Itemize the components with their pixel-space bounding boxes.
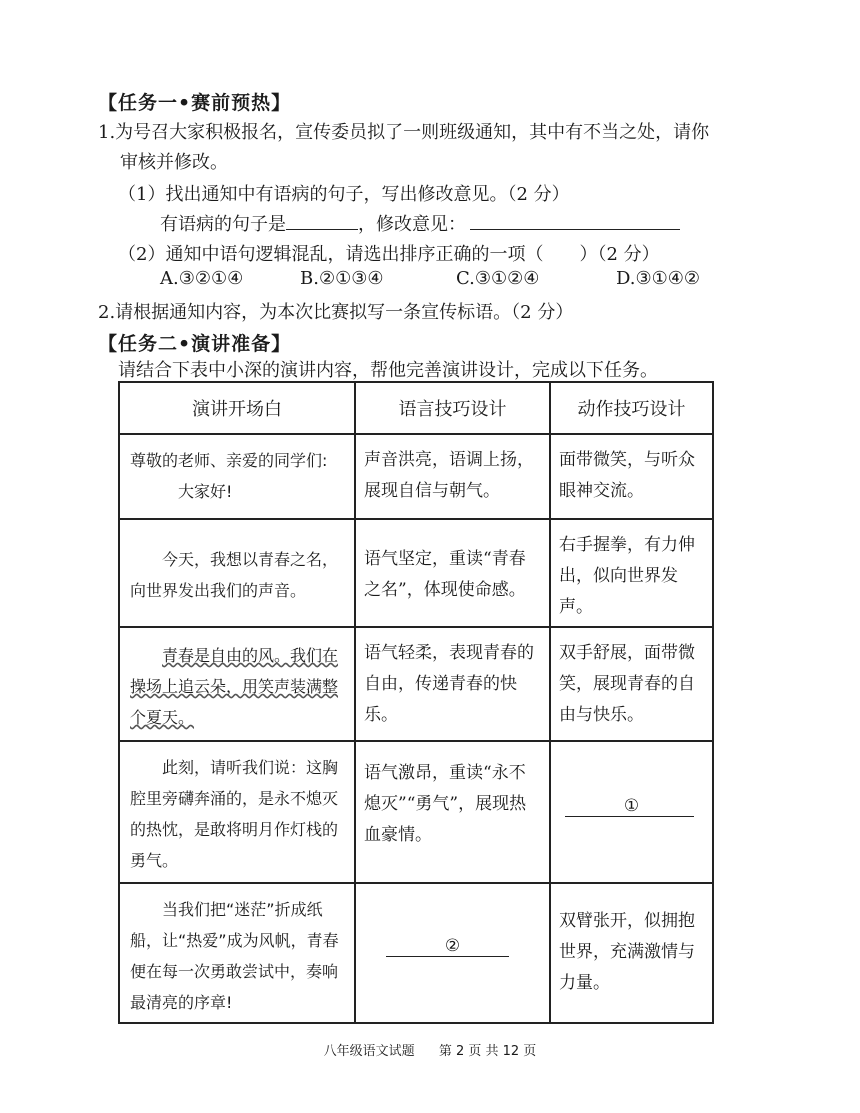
- language-answer-blank[interactable]: [356, 884, 549, 1020]
- option-b[interactable]: B.②①③④: [300, 268, 384, 289]
- blank-line: [565, 816, 694, 817]
- footer-page-number: 第 2 页 共 12 页: [438, 1044, 537, 1059]
- sub-question-1: （1）找出通知中有语病的句子，写出修改意见。（2 分）: [118, 184, 570, 205]
- question-2: 2.请根据通知内容，为本次比赛拟写一条宣传标语。（2 分）: [98, 302, 574, 323]
- action-cell: 双手舒展，面带微笑，展现青春的自由与快乐。: [559, 643, 695, 725]
- option-c[interactable]: C.③①②④: [456, 268, 540, 289]
- blank-label-2: ②: [444, 936, 461, 956]
- answer-prefix: 有语病的句子是: [160, 214, 286, 235]
- speech-line: 大家好!: [178, 482, 233, 501]
- blank-line: [386, 956, 509, 957]
- sub-question-1-answer: [160, 210, 680, 236]
- question-1-line1: 1.为号召大家积极报名，宣传委员拟了一则班级通知，其中有不当之处，请你: [98, 122, 710, 143]
- table-row: [119, 627, 713, 741]
- footer-subject: 八年级语文试题: [323, 1044, 415, 1059]
- speech-cell: 当我们把“迷茫”折成纸船，让“热爱”成为风帆，青春便在每一次勇敢尝试中，奏响最清亮的序章!: [130, 900, 339, 1012]
- action-cell: 双臂张开，似拥抱世界，充满激情与力量。: [559, 911, 695, 993]
- option-d[interactable]: D.③①④②: [616, 268, 701, 289]
- speech-cell: [120, 435, 354, 507]
- option-a[interactable]: A.③②①④: [160, 268, 244, 289]
- answer-blank-sentence[interactable]: [286, 213, 358, 230]
- task2-intro: 请结合下表中小深的演讲内容，帮他完善演讲设计，完成以下任务。: [118, 360, 658, 381]
- table-row: [119, 519, 713, 627]
- language-cell: 声音洪亮，语调上扬，展现自信与朝气。: [364, 450, 534, 501]
- table-row: [119, 741, 713, 883]
- speech-cell: 今天，我想以青春之名，向世界发出我们的声音。: [130, 550, 339, 600]
- speech-cell: [120, 628, 354, 733]
- speech-cell: 此刻，请听我们说：这胸腔里旁礴奔涌的，是永不熄灭的热忱，是敢将明月作灯栈的勇气。: [130, 758, 339, 870]
- table-row: [119, 883, 713, 1023]
- speech-line: 尊敬的老师、亲爱的同学们:: [130, 451, 328, 470]
- action-answer-blank[interactable]: [551, 742, 712, 880]
- table-row: [119, 434, 713, 519]
- header-language: 语言技巧设计: [355, 382, 550, 434]
- task2-heading: 【任务二•演讲准备】: [98, 333, 292, 355]
- language-cell: 语气激昂，重读“永不熄灭”“勇气”，展现热血豪情。: [364, 763, 527, 845]
- sub-question-2: （2）通知中语句逻辑混乱，请选出排序正确的一项（ ）（2 分）: [118, 244, 660, 265]
- header-action: 动作技巧设计: [550, 382, 713, 434]
- question-1-line2: 审核并修改。: [120, 152, 228, 173]
- header-speech: 演讲开场白: [119, 382, 355, 434]
- table-header-row: [119, 382, 713, 434]
- action-cell: 面带微笑，与听众眼神交流。: [559, 450, 695, 501]
- task1-heading: 【任务一•赛前预热】: [98, 92, 292, 114]
- language-cell: 语气轻柔，表现青春的自由，传递青春的快乐。: [364, 643, 534, 725]
- blank-label-1: ①: [623, 796, 640, 816]
- answer-blank-revision[interactable]: [470, 213, 680, 230]
- underlined-speech: 青春是自由的风。我们在操场上追云朵，用笑声装满整个夏天。: [130, 646, 339, 727]
- language-cell: 语气坚定，重读“青春之名”，体现使命感。: [364, 549, 526, 600]
- action-cell: 右手握拳，有力伸出，似向世界发声。: [559, 535, 695, 617]
- page-footer: [0, 1040, 860, 1059]
- answer-mid: ，修改意见：: [358, 214, 466, 235]
- speech-design-table: [118, 381, 714, 1024]
